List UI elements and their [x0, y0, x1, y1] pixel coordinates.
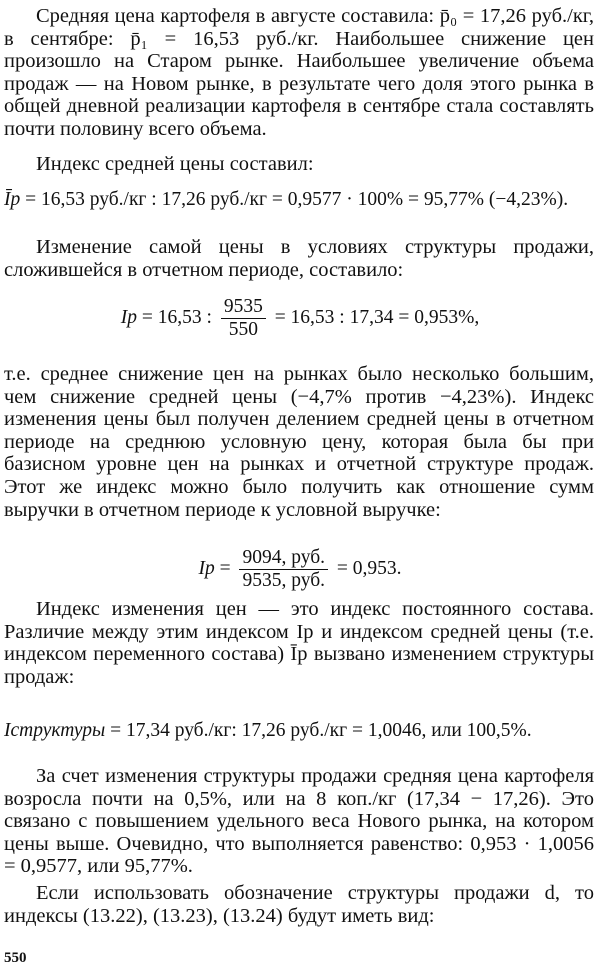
- formula-3-lhs: Ip: [198, 557, 215, 579]
- paragraph-5: Индекс изменения цен — это индекс постоянного состава. Различие между этим индексом Ip и индексом средней цены (т.е. индексом переменного состава) Īp вызвано изменением структуры продаж:: [4, 598, 594, 688]
- paragraph-7: Если использовать обозначение структуры продажи d, то индексы (13.22), (13.23), (13.24) будут иметь вид:: [4, 882, 594, 927]
- formula-4-lhs: Iструктуры: [4, 720, 106, 741]
- formula-structure-index: [4, 720, 532, 742]
- formula-2-numerator: 9535: [221, 296, 266, 319]
- formula-4-rhs: = 17,34 руб./кг: 17,26 руб./кг = 1,0046, или 100,5%.: [110, 720, 532, 741]
- paragraph-1: Средняя цена картофеля в августе составила: p̄₀ = 17,26 руб./кг, в сентябре: p̄₁ = 16,53 руб./кг. Наибольшее снижение цен произошло на Старом рынке. Наибольшее увеличение объема продаж — на Новом рынке, в результате чего доля этого рынка в общей дневной реализации картофеля в сентябре стала составлять почти половину всего объема.: [4, 5, 594, 140]
- formula-2-part-a: = 16,53 :: [141, 306, 212, 328]
- paragraph-6: За счет изменения структуры продажи средняя цена картофеля возросла почти на 0,5%, или на 8 коп./кг (17,34 − 17,26). Это связано с повышением удельного веса Нового рынка, на котором цены выше. Очевидно, что выполняется равенство: 0,953 · 1,0056 = 0,9577, или 95,77%.: [4, 765, 594, 878]
- formula-3-equals: =: [219, 557, 231, 579]
- formula-2-denominator: 550: [228, 319, 258, 340]
- formula-2-fraction: [221, 296, 266, 341]
- paragraph-4: т.е. среднее снижение цен на рынках было несколько большим, чем снижение средней цены (−4,7% против −4,23%). Индекс изменения цены был получен делением средней цены в отчетном периоде на среднюю условную цену, которая была бы при базисном уровне цен на рынках и отчетной структуре продаж. Этот же индекс можно было получить как отношение сумм выручки в отчетном периоде к условной выручке:: [4, 363, 594, 521]
- formula-3-fraction: [239, 547, 328, 592]
- page-number: 550: [4, 950, 27, 966]
- formula-1-lhs: Īp: [4, 189, 21, 210]
- paragraph-2: Индекс средней цены составил:: [36, 153, 314, 175]
- paragraph-3: Изменение самой цены в условиях структуры продажи, сложившейся в отчетном периоде, составило:: [4, 236, 594, 281]
- formula-3-denominator: 9535, руб.: [242, 570, 326, 591]
- formula-mean-price-index: [4, 189, 568, 211]
- formula-3-numerator: 9094, руб.: [239, 547, 328, 570]
- formula-2-part-b: = 16,53 : 17,34 = 0,953%,: [274, 306, 480, 328]
- formula-2-lhs: Ip: [120, 306, 138, 328]
- formula-3-part-b: = 0,953.: [336, 557, 402, 579]
- formula-revenue-ratio: [0, 547, 600, 592]
- formula-price-change-index: [0, 296, 600, 341]
- formula-1-rhs: = 16,53 руб./кг : 17,26 руб./кг = 0,9577 · 100% = 95,77% (−4,23%).: [25, 189, 569, 210]
